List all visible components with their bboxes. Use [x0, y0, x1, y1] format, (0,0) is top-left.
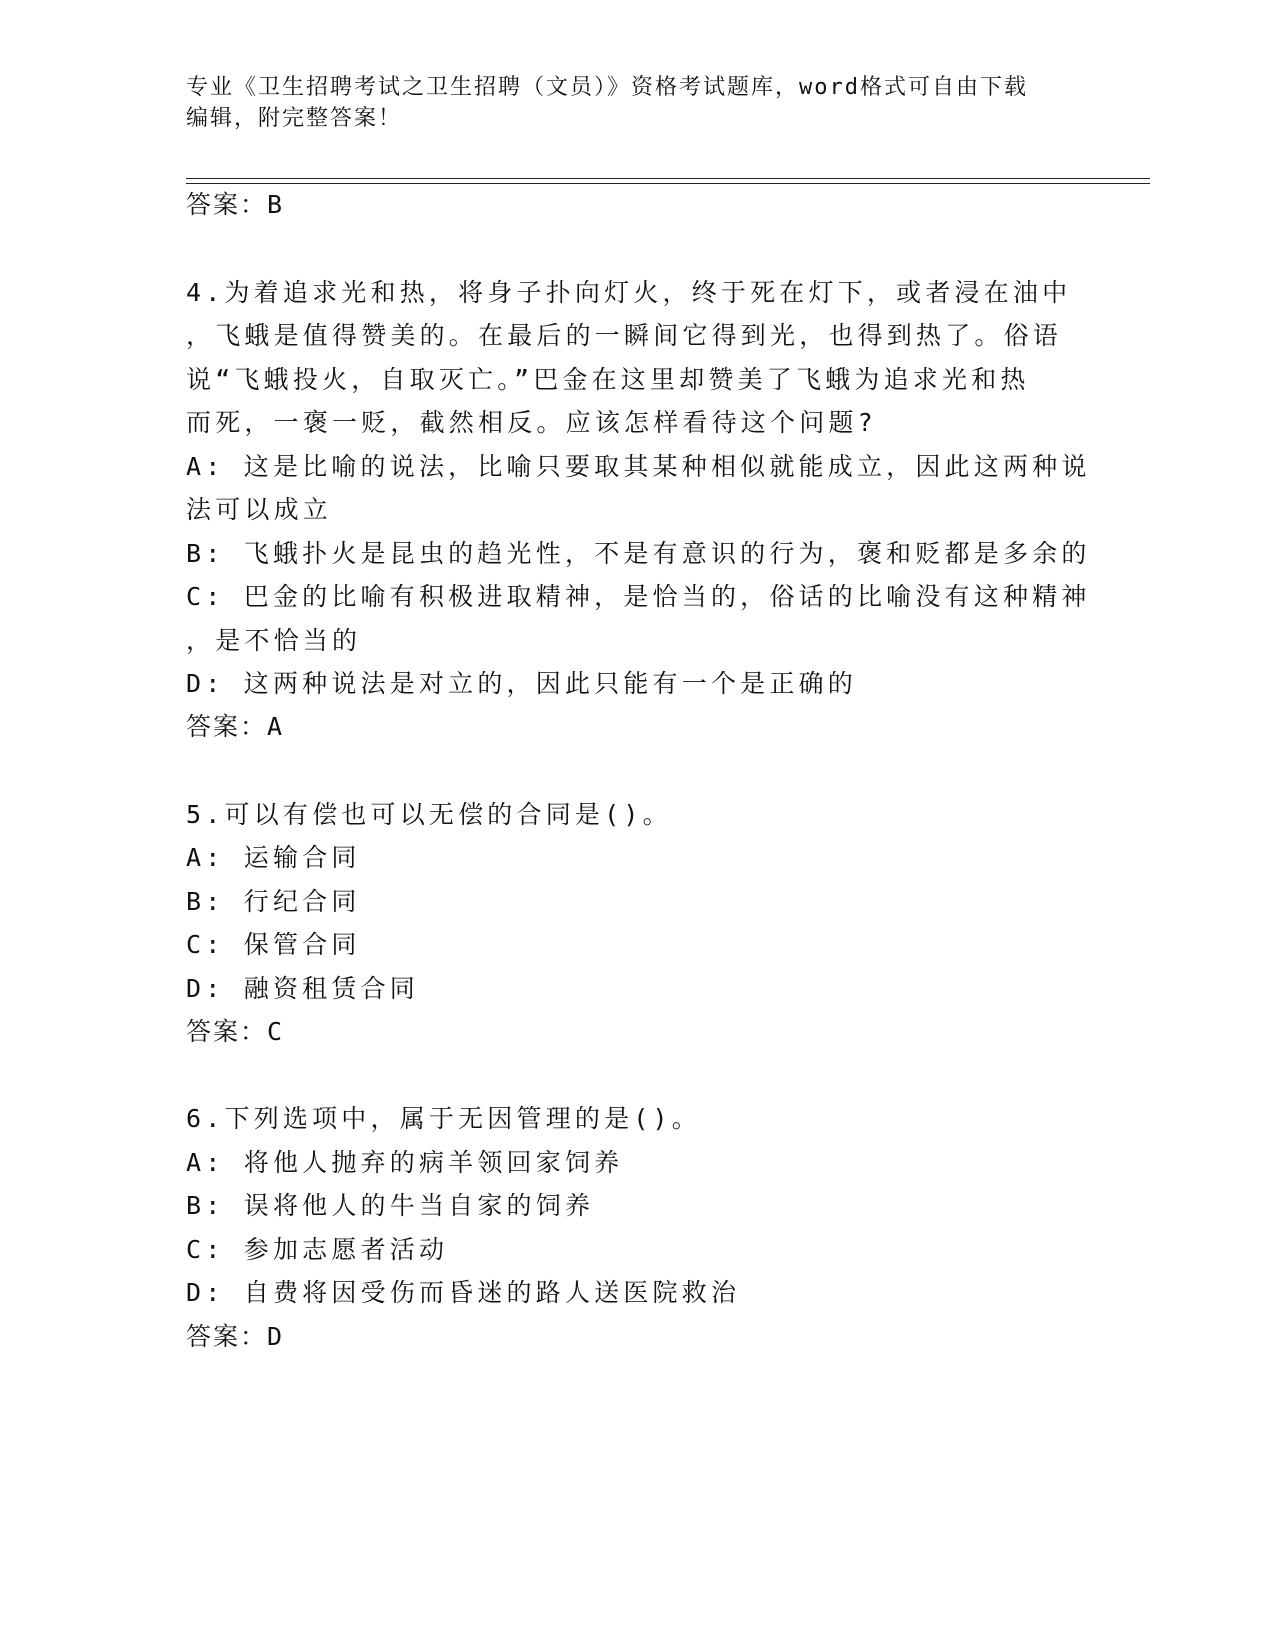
- header-line-1: 专业《卫生招聘考试之卫生招聘（文员）》资格考试题库，word格式可自由下载: [186, 75, 1028, 100]
- question-4-option-b: B: 飞蛾扑火是昆虫的趋光性，不是有意识的行为，褒和贬都是多余的: [186, 539, 1091, 568]
- page-header: [186, 72, 1086, 134]
- question-4-line-3: 说“飞蛾投火，自取灭亡。”巴金在这里却赞美了飞蛾为追求光和热: [186, 365, 1030, 394]
- question-6-option-c: C: 参加志愿者活动: [186, 1235, 449, 1264]
- question-4-option-a: A: 这是比喻的说法，比喻只要取其某种相似就能成立，因此这两种说: [186, 452, 1091, 481]
- question-5-option-a: A: 运输合同: [186, 843, 361, 872]
- header-line-2: 编辑，附完整答案！: [186, 106, 403, 131]
- question-5-option-b: B: 行纪合同: [186, 887, 361, 916]
- previous-answer: 答案：B: [186, 190, 285, 219]
- question-5-stem: 5.可以有偿也可以无偿的合同是()。: [186, 800, 672, 829]
- question-4-option-c: C: 巴金的比喻有积极进取精神，是恰当的，俗话的比喻没有这种精神: [186, 582, 1091, 611]
- question-5-answer: 答案：C: [186, 1017, 285, 1046]
- question-6-stem: 6.下列选项中，属于无因管理的是()。: [186, 1104, 702, 1133]
- question-4-line-4: 而死，一褒一贬，截然相反。应该怎样看待这个问题?: [186, 408, 877, 437]
- question-6-answer: 答案：D: [186, 1322, 285, 1351]
- question-6-option-a: A: 将他人抛弃的病羊领回家饲养: [186, 1148, 624, 1177]
- question-4-option-c-cont: ，是不恰当的: [186, 626, 362, 655]
- question-4-option-a-cont: 法可以成立: [186, 495, 333, 524]
- question-4-line-2: ，飞蛾是值得赞美的。在最后的一瞬间它得到光，也得到热了。俗语: [186, 321, 1063, 350]
- question-4-option-d: D: 这两种说法是对立的，因此只能有一个是正确的: [186, 669, 857, 698]
- question-5-option-c: C: 保管合同: [186, 930, 361, 959]
- question-6-option-b: B: 误将他人的牛当自家的饲养: [186, 1191, 595, 1220]
- question-4-line-1: 4.为着追求光和热，将身子扑向灯火，终于死在灯下，或者浸在油中: [186, 278, 1072, 307]
- question-5-option-d: D: 融资租赁合同: [186, 974, 419, 1003]
- header-rule-top: [186, 178, 1150, 179]
- question-6-option-d: D: 自费将因受伤而昏迷的路人送医院救治: [186, 1278, 741, 1307]
- question-4-answer: 答案：A: [186, 712, 285, 741]
- header-rule-bottom: [186, 183, 1150, 184]
